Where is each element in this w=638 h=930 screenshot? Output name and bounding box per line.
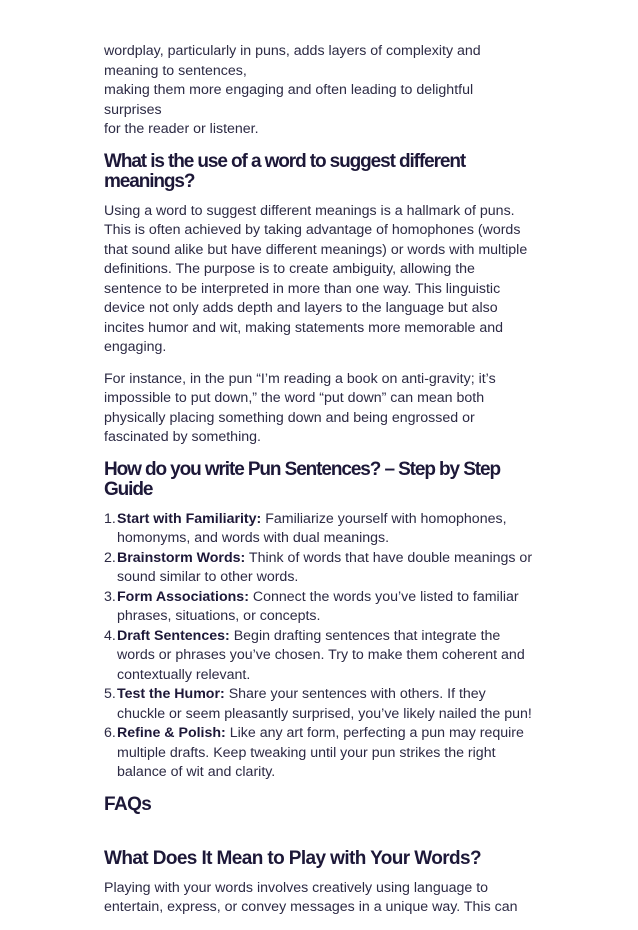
list-number: 3. [104, 588, 116, 605]
faq-question-heading: What Does It Mean to Play with Your Words? [104, 847, 482, 869]
intro-line-2: making them more engaging and often leading to delightful surprises [104, 82, 474, 118]
list-number: 2. [104, 549, 116, 566]
list-item-title: Test the Humor: [117, 686, 225, 702]
section-heading-step-guide: How do you write Pun Sentences? – Step by Step Guide [104, 458, 500, 500]
list-item-text: Familiarize yourself with homophones, homonyms, and words with dual meanings. [117, 510, 507, 546]
list-item [104, 627, 534, 686]
article-viewport [0, 43, 638, 915]
intro-line-1: wordplay, particularly in puns, adds layers of complexity and meaning to sentences, [104, 43, 481, 79]
section-heading-word-meanings: What is the use of a word to suggest different meanings? [104, 150, 466, 192]
list-item-text: Begin drafting sentences that integrate the words or phrases you’ve chosen. Try to make them coherent and contextually relevant. [117, 627, 525, 683]
section-paragraph-example: For instance, in the pun “I’m reading a book on anti-gravity; it’s impossible to put down,” the word “put down” can mean both physically placing something down and being engrossed or fascinated by something. [104, 370, 496, 445]
list-item-text: Connect the words you’ve listed to familiar phrases, situations, or concepts. [117, 588, 519, 624]
list-item-title: Form Associations: [117, 588, 249, 605]
faqs-heading: FAQs [104, 793, 152, 815]
list-item [104, 724, 534, 783]
article-content [104, 42, 534, 930]
list-item-title: Draft Sentences: [117, 627, 230, 644]
list-item-text: Share your sentences with others. If they chuckle or seem pleasantly surprised, you’ve likely nailed the pun! [117, 686, 532, 722]
list-number: 4. [104, 627, 116, 644]
list-item [104, 510, 534, 549]
list-item-title: Refine & Polish: [117, 725, 226, 741]
list-item-title: Brainstorm Words: [117, 549, 246, 566]
list-number: 1. [104, 510, 116, 527]
intro-line-3: for the reader or listener. [104, 121, 259, 137]
list-item [104, 685, 534, 724]
steps-list [104, 510, 534, 783]
list-item [104, 549, 534, 588]
list-item-text: Think of words that have double meanings or sound similar to other words. [117, 549, 533, 585]
list-item [104, 588, 534, 627]
list-item-title: Start with Familiarity: [117, 510, 262, 527]
intro-paragraph [104, 42, 534, 140]
list-item-text: Like any art form, perfecting a pun may require multiple drafts. Keep tweaking until your pun strikes the right balance of wit and clarity. [117, 725, 524, 780]
list-number: 6. [104, 725, 116, 741]
list-number: 5. [104, 686, 116, 702]
section-paragraph: Using a word to suggest different meanings is a hallmark of puns. This is often achieved by taking advantage of homophones (words that sound alike but have different meanings) or words with multiple definitions. The purpose is to create ambiguity, allowing the sentence to be interpreted in more than one way. This linguistic device not only adds depth and layers to the language but also incites humor and wit, making statements more memorable and engaging. [104, 202, 528, 355]
faq-answer-paragraph: Playing with your words involves creatively using language to entertain, express, or convey messages in a unique way. This can [104, 879, 518, 915]
